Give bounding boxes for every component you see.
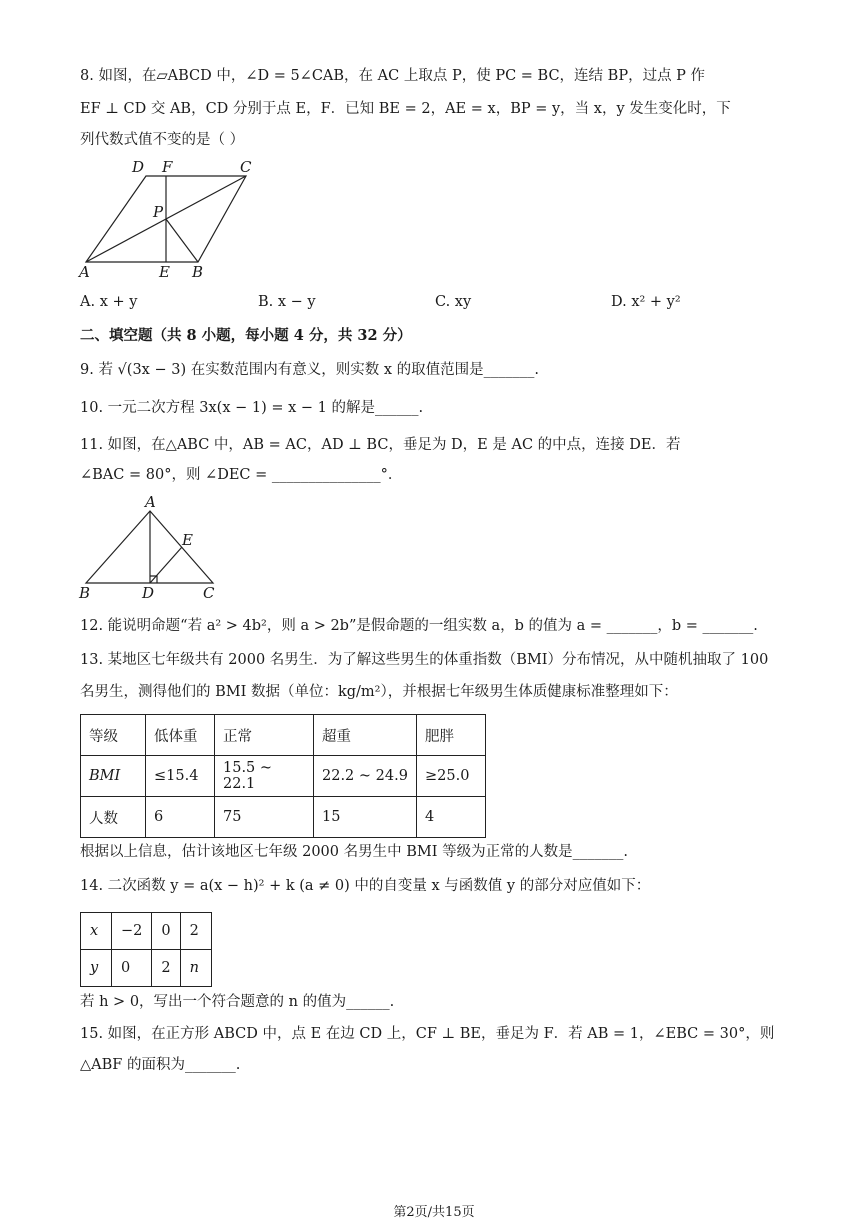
table-cell: ≥25.0 — [417, 756, 486, 797]
q8-line1: 8. 如图，在▱ABCD 中，∠D = 5∠CAB，在 AC 上取点 P，使 PC = BC，连结 BP，过点 P 作 — [80, 68, 706, 84]
section-heading: 二、填空题（共 8 小题，每小题 4 分，共 32 分） — [80, 327, 412, 344]
segment-de — [150, 547, 182, 583]
segment-bp — [166, 219, 198, 262]
table-cell: 75 — [215, 797, 314, 838]
q8-line3: 列代数式值不变的是（ ） — [80, 132, 245, 148]
q14-line1: 14. 二次函数 y = a(x − h)² + k (a ≠ 0) 中的自变量 x 与函数值 y 的部分对应值如下： — [80, 878, 651, 894]
q8-option-a: A. x + y — [80, 294, 138, 310]
parallelogram-figure — [74, 156, 264, 280]
q8-line2: EF ⊥ CD 交 AB，CD 分别于点 E，F．已知 BE = 2，AE = x，BP = y，当 x，y 发生变化时，下 — [80, 101, 731, 117]
table-row — [81, 797, 486, 838]
q11-line2: ∠BAC = 80°，则 ∠DEC = _______________°． — [80, 467, 403, 483]
q8-option-b: B. x − y — [258, 294, 316, 310]
label-b: B — [79, 584, 91, 602]
bmi-table — [80, 714, 486, 838]
label-f: F — [162, 158, 173, 176]
q10-text: 10. 一元二次方程 3x(x − 1) = x − 1 的解是______. — [80, 400, 424, 416]
table-cell: 6 — [146, 797, 215, 838]
q13-line2: 名男生，测得他们的 BMI 数据（单位：kg/m²），并根据七年级男生体质健康标准整理如下： — [80, 684, 678, 700]
q8-option-c: C. xy — [435, 294, 472, 310]
table-cell: y — [81, 950, 112, 987]
label-d: D — [132, 158, 145, 176]
label-a: A — [79, 263, 90, 280]
q14-after: 若 h > 0，写出一个符合题意的 n 的值为______. — [80, 994, 395, 1010]
table-cell: 人数 — [81, 797, 146, 838]
label-a: A — [145, 494, 156, 511]
table-cell: 15.5 ~ 22.1 — [215, 756, 314, 797]
table-cell: 肥胖 — [417, 715, 486, 756]
table-row — [81, 950, 212, 987]
q13-line1: 13. 某地区七年级共有 2000 名男生．为了解这些男生的体重指数（BMI）分布情况，从中随机抽取了 100 — [80, 652, 769, 668]
table-cell: 0 — [112, 950, 152, 987]
label-p: P — [153, 203, 164, 221]
table-cell: 15 — [314, 797, 417, 838]
q9-text: 9. 若 √(3x − 3) 在实数范围内有意义，则实数 x 的取值范围是_______. — [80, 362, 539, 378]
q13-after: 根据以上信息，估计该地区七年级 2000 名男生中 BMI 等级为正常的人数是_______. — [80, 844, 628, 860]
q15-line1: 15. 如图，在正方形 ABCD 中，点 E 在边 CD 上，CF ⊥ BE，垂足为 F．若 AB = 1，∠EBC = 30°，则 — [80, 1026, 775, 1042]
label-b: B — [192, 263, 204, 280]
label-c: C — [203, 584, 215, 602]
triangle-figure — [74, 494, 224, 602]
table-row — [81, 715, 486, 756]
table-cell: 2 — [152, 950, 180, 987]
table-cell: 等级 — [81, 715, 146, 756]
label-c: C — [240, 158, 252, 176]
q15-line2: △ABF 的面积为_______. — [80, 1057, 241, 1073]
table-cell: ≤15.4 — [146, 756, 215, 797]
table-cell: x — [81, 913, 112, 950]
label-d: D — [142, 584, 155, 602]
table-cell: 0 — [152, 913, 180, 950]
table-row — [81, 756, 486, 797]
table-cell: 4 — [417, 797, 486, 838]
table-row — [81, 913, 212, 950]
table-cell: 超重 — [314, 715, 417, 756]
table-cell: −2 — [112, 913, 152, 950]
page-footer: 第2页/共15页 — [393, 1205, 475, 1220]
table-cell: 2 — [180, 913, 211, 950]
xy-table — [80, 912, 212, 987]
table-cell: 低体重 — [146, 715, 215, 756]
q12-text: 12. 能说明命题“若 a² > 4b²，则 a > 2b”是假命题的一组实数 a，b 的值为 a = _______，b = _______. — [80, 618, 758, 634]
table-cell: n — [180, 950, 211, 987]
q8-option-d: D. x² + y² — [611, 294, 681, 310]
table-cell: 正常 — [215, 715, 314, 756]
table-cell: 22.2 ~ 24.9 — [314, 756, 417, 797]
table-cell: BMI — [81, 756, 146, 797]
q11-line1: 11. 如图，在△ABC 中，AB = AC，AD ⊥ BC，垂足为 D，E 是 AC 的中点，连接 DE．若 — [80, 437, 681, 453]
label-e: E — [159, 263, 170, 280]
label-e: E — [182, 531, 193, 549]
